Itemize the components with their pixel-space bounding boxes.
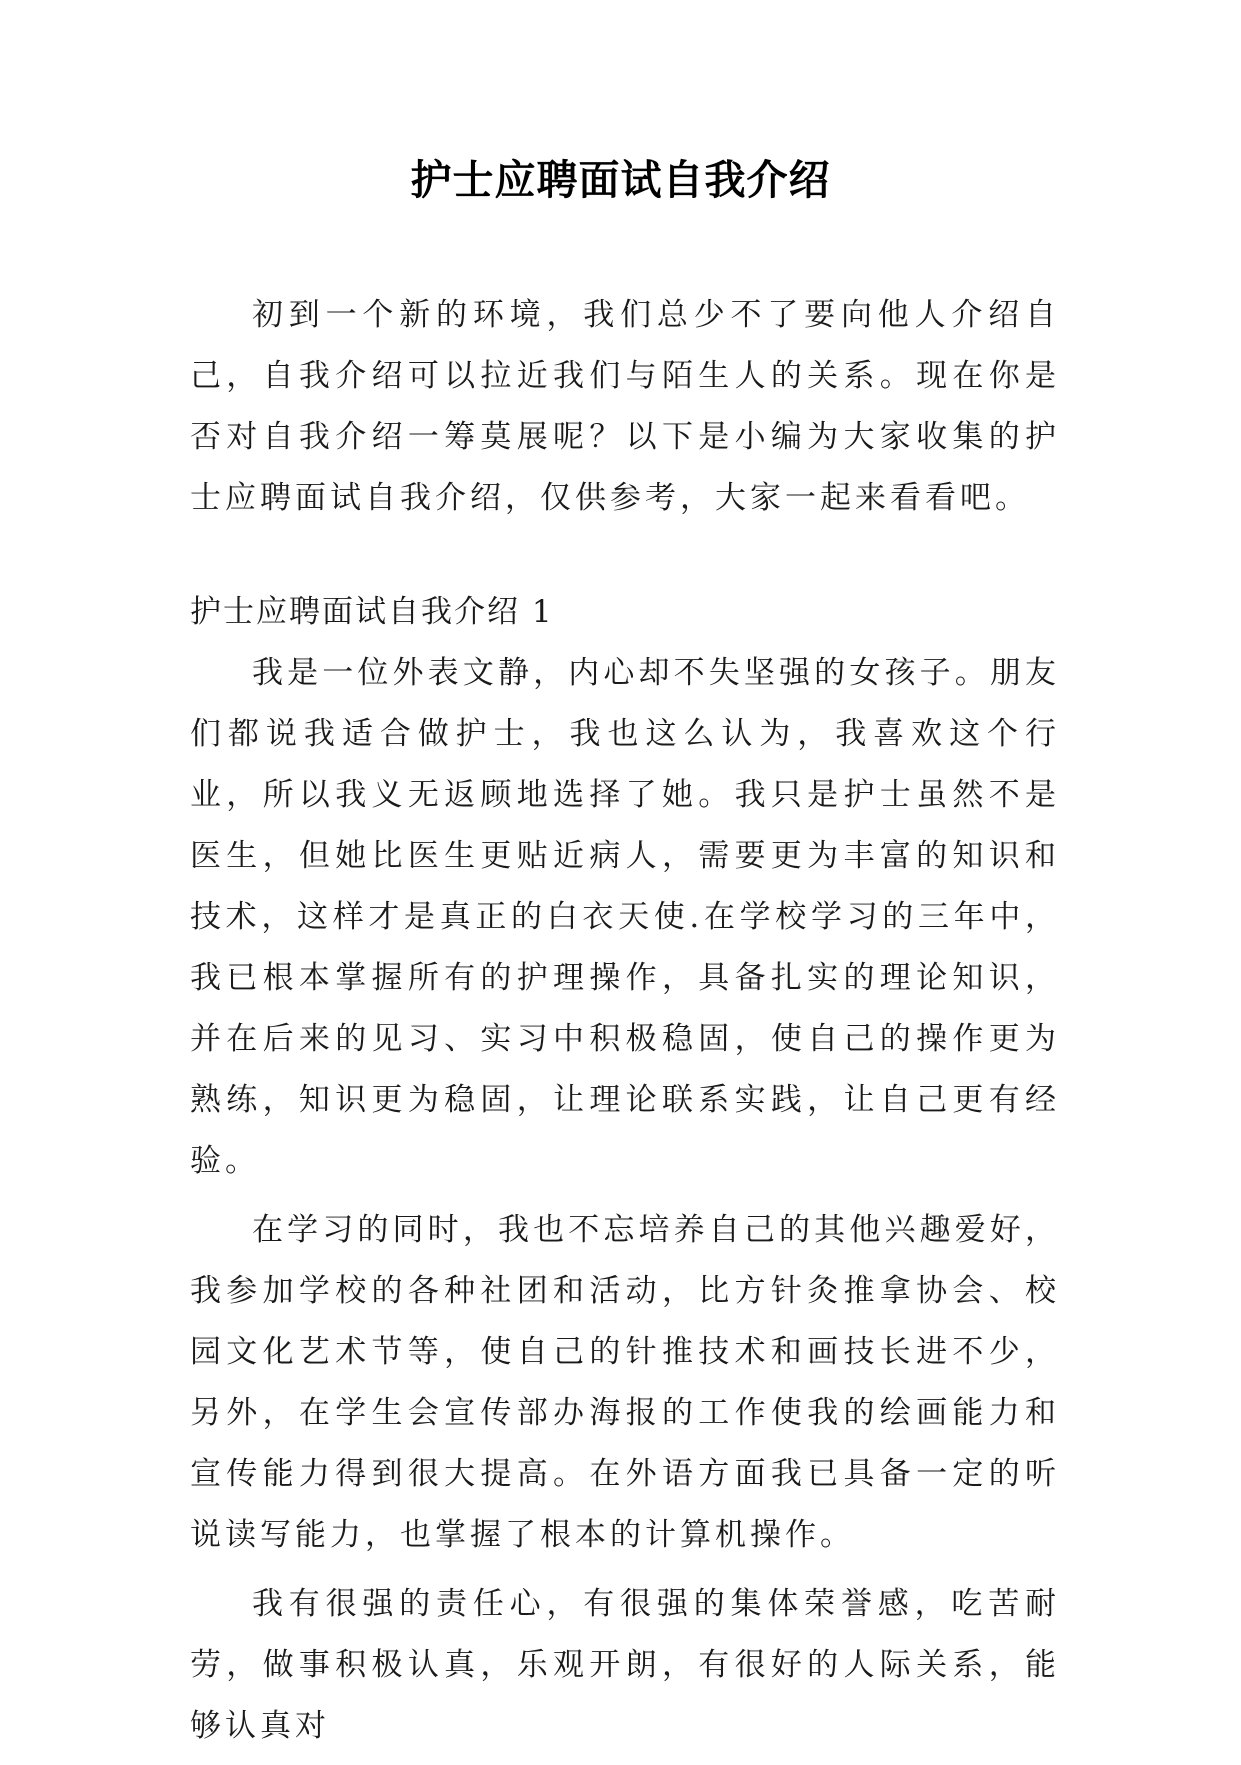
- body-paragraph: 在学习的同时，我也不忘培养自己的其他兴趣爱好，我参加学校的各种社团和活动，比方针灸推拿协会、校园文化艺术节等，使自己的针推技术和画技长进不少，另外，在学生会宣传部办海报的工作使我的绘画能力和宣传能力得到很大提高。在外语方面我已具备一定的听说读写能力，也掌握了根本的计算机操作。: [190, 1212, 1060, 1553]
- body-paragraph: 我有很强的责任心，有很强的集体荣誉感，吃苦耐劳，做事积极认真，乐观开朗，有很好的人际关系，能够认真对: [190, 1586, 1060, 1744]
- body-paragraph: 我是一位外表文静，内心却不失坚强的女孩子。朋友们都说我适合做护士，我也这么认为，我喜欢这个行业，所以我义无返顾地选择了她。我只是护士虽然不是医生，但她比医生更贴近病人，需要更为丰富的知识和技术，这样才是真正的白衣天使.在学校学习的三年中，我已根本掌握所有的护理操作，具备扎实的理论知识，并在后来的见习、实习中积极稳固，使自己的操作更为熟练，知识更为稳固，让理论联系实践，让自己更有经验。: [190, 655, 1060, 1179]
- document-title: 护士应聘面试自我介绍: [410, 156, 831, 204]
- document-body: [190, 285, 1060, 1765]
- intro-paragraph: 初到一个新的环境，我们总少不了要向他人介绍自己，自我介绍可以拉近我们与陌生人的关系。现在你是否对自我介绍一筹莫展呢？以下是小编为大家收集的护士应聘面试自我介绍，仅供参考，大家一起来看看吧。: [190, 297, 1060, 516]
- section-heading: 护士应聘面试自我介绍 1: [190, 594, 554, 630]
